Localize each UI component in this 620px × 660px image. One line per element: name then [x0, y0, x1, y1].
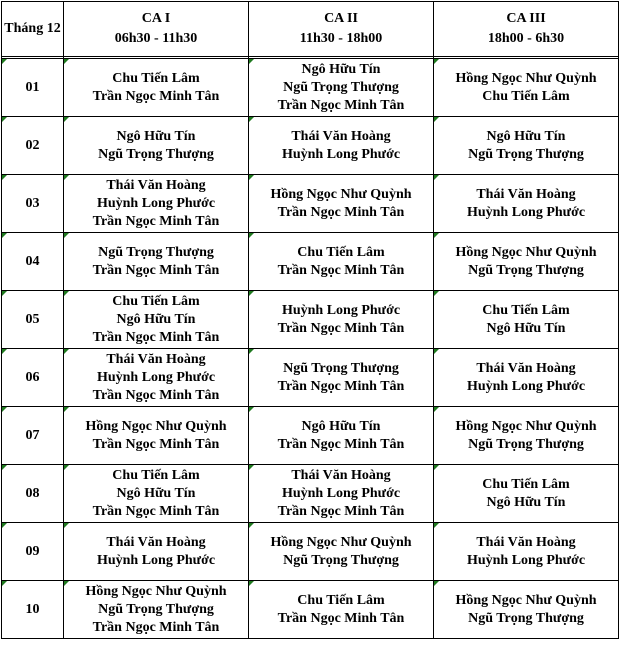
staff-name: Ngũ Trọng Thượng	[283, 552, 399, 568]
staff-name: Thái Văn Hoàng	[476, 360, 576, 376]
day-cell	[2, 407, 64, 465]
staff-name: Chu Tiến Lâm	[482, 88, 570, 104]
shift-cell	[434, 233, 619, 291]
duty-schedule-table	[1, 1, 619, 639]
shift-cell	[249, 581, 434, 639]
staff-name: Huỳnh Long Phước	[96, 552, 216, 568]
staff-name: Trần Ngọc Minh Tân	[92, 619, 220, 635]
table-row	[2, 175, 619, 233]
staff-name: Chu Tiến Lâm	[112, 293, 200, 309]
staff-name: Chu Tiến Lâm	[112, 467, 200, 483]
shift-cell	[64, 523, 249, 581]
table-row	[2, 233, 619, 291]
shift-cell	[64, 349, 249, 407]
staff-name: Hồng Ngọc Như Quỳnh	[455, 70, 597, 86]
staff-name: Hồng Ngọc Như Quỳnh	[85, 418, 227, 434]
staff-name: Ngô Hữu Tín	[301, 61, 381, 77]
shift-cell	[64, 175, 249, 233]
shift-time: 18h00 - 6h30	[487, 31, 565, 46]
staff-name: Ngũ Trọng Thượng	[283, 360, 399, 376]
table-row	[2, 581, 619, 639]
staff-name: Trần Ngọc Minh Tân	[277, 436, 405, 452]
staff-name: Ngô Hữu Tín	[486, 494, 566, 510]
staff-name: Ngô Hữu Tín	[486, 320, 566, 336]
shift-cell	[64, 407, 249, 465]
staff-name: Thái Văn Hoàng	[476, 534, 576, 550]
shift-cell	[434, 465, 619, 523]
day-cell	[2, 59, 64, 117]
day-cell	[2, 465, 64, 523]
shift-cell	[249, 175, 434, 233]
staff-name: Chu Tiến Lâm	[297, 592, 385, 608]
shift-cell	[64, 233, 249, 291]
table-row	[2, 349, 619, 407]
shift-title: CA I	[141, 11, 171, 26]
staff-name: Trần Ngọc Minh Tân	[277, 204, 405, 220]
staff-name: Chu Tiến Lâm	[482, 476, 570, 492]
shift-cell	[64, 581, 249, 639]
staff-name: Trần Ngọc Minh Tân	[277, 320, 405, 336]
staff-name: Thái Văn Hoàng	[106, 351, 206, 367]
shift-time: 11h30 - 18h00	[299, 31, 383, 46]
shift-title: CA II	[324, 11, 358, 26]
shift-cell	[434, 349, 619, 407]
staff-name: Huỳnh Long Phước	[466, 204, 586, 220]
shift-header-3	[434, 2, 619, 57]
shift-cell	[434, 291, 619, 349]
staff-name: Trần Ngọc Minh Tân	[92, 88, 220, 104]
shift-cell	[434, 117, 619, 175]
staff-name: Trần Ngọc Minh Tân	[277, 378, 405, 394]
staff-name: Chu Tiến Lâm	[112, 70, 200, 86]
staff-name: Ngũ Trọng Thượng	[98, 601, 214, 617]
staff-name: Trần Ngọc Minh Tân	[277, 610, 405, 626]
staff-name: Hồng Ngọc Như Quỳnh	[85, 583, 227, 599]
staff-name: Huỳnh Long Phước	[281, 485, 401, 501]
staff-name: Ngũ Trọng Thượng	[98, 244, 214, 260]
staff-name: Huỳnh Long Phước	[466, 552, 586, 568]
staff-name: Huỳnh Long Phước	[281, 146, 401, 162]
day-label: 03	[25, 195, 40, 211]
shift-header-2	[249, 2, 434, 57]
staff-name: Ngô Hữu Tín	[116, 128, 196, 144]
staff-name: Hồng Ngọc Như Quỳnh	[455, 418, 597, 434]
shift-cell	[249, 291, 434, 349]
day-label: 07	[25, 427, 40, 443]
day-cell	[2, 175, 64, 233]
staff-name: Thái Văn Hoàng	[106, 177, 206, 193]
staff-name: Hồng Ngọc Như Quỳnh	[455, 244, 597, 260]
staff-name: Ngô Hữu Tín	[116, 311, 196, 327]
staff-name: Chu Tiến Lâm	[482, 302, 570, 318]
shift-cell	[249, 465, 434, 523]
staff-name: Trần Ngọc Minh Tân	[92, 387, 220, 403]
shift-header-1	[64, 2, 249, 57]
table-row	[2, 117, 619, 175]
day-label: 09	[25, 543, 40, 559]
staff-name: Trần Ngọc Minh Tân	[92, 436, 220, 452]
table-row	[2, 407, 619, 465]
staff-name: Huỳnh Long Phước	[96, 195, 216, 211]
schedule-body	[2, 57, 619, 639]
staff-name: Thái Văn Hoàng	[476, 186, 576, 202]
table-row	[2, 291, 619, 349]
day-label: 05	[25, 311, 40, 327]
table-row	[2, 523, 619, 581]
staff-name: Trần Ngọc Minh Tân	[277, 262, 405, 278]
table-row	[2, 59, 619, 117]
staff-name: Hồng Ngọc Như Quỳnh	[270, 534, 412, 550]
staff-name: Trần Ngọc Minh Tân	[92, 329, 220, 345]
day-cell	[2, 233, 64, 291]
staff-name: Ngô Hữu Tín	[486, 128, 566, 144]
staff-name: Huỳnh Long Phước	[96, 369, 216, 385]
staff-name: Trần Ngọc Minh Tân	[92, 503, 220, 519]
staff-name: Huỳnh Long Phước	[281, 302, 401, 318]
shift-cell	[434, 175, 619, 233]
staff-name: Trần Ngọc Minh Tân	[92, 213, 220, 229]
shift-cell	[434, 59, 619, 117]
shift-cell	[249, 117, 434, 175]
staff-name: Hồng Ngọc Như Quỳnh	[270, 186, 412, 202]
staff-name: Huỳnh Long Phước	[466, 378, 586, 394]
staff-name: Thái Văn Hoàng	[291, 467, 391, 483]
day-label: 10	[25, 601, 40, 617]
day-cell	[2, 581, 64, 639]
day-label: 08	[25, 485, 40, 501]
shift-cell	[249, 349, 434, 407]
staff-name: Ngũ Trọng Thượng	[468, 262, 584, 278]
staff-name: Trần Ngọc Minh Tân	[277, 97, 405, 113]
staff-name: Ngũ Trọng Thượng	[98, 146, 214, 162]
table-row	[2, 465, 619, 523]
day-label: 06	[25, 369, 40, 385]
shift-cell	[64, 465, 249, 523]
shift-time: 06h30 - 11h30	[114, 31, 198, 46]
staff-name: Chu Tiến Lâm	[297, 244, 385, 260]
day-cell	[2, 349, 64, 407]
shift-cell	[64, 291, 249, 349]
day-label: 04	[25, 253, 40, 269]
shift-cell	[64, 59, 249, 117]
day-cell	[2, 523, 64, 581]
staff-name: Thái Văn Hoàng	[291, 128, 391, 144]
day-cell	[2, 291, 64, 349]
staff-name: Thái Văn Hoàng	[106, 534, 206, 550]
staff-name: Trần Ngọc Minh Tân	[92, 262, 220, 278]
header-row	[2, 2, 619, 57]
day-cell	[2, 117, 64, 175]
month-label: Tháng 12	[4, 21, 61, 36]
shift-cell	[434, 523, 619, 581]
staff-name: Ngũ Trọng Thượng	[283, 79, 399, 95]
shift-cell	[249, 233, 434, 291]
shift-cell	[434, 581, 619, 639]
day-label: 01	[25, 79, 40, 95]
shift-cell	[64, 117, 249, 175]
shift-cell	[434, 407, 619, 465]
day-label: 02	[25, 137, 40, 153]
shift-cell	[249, 407, 434, 465]
shift-cell	[249, 523, 434, 581]
staff-name: Ngũ Trọng Thượng	[468, 436, 584, 452]
shift-title: CA III	[506, 11, 546, 26]
staff-name: Ngũ Trọng Thượng	[468, 610, 584, 626]
staff-name: Trần Ngọc Minh Tân	[277, 503, 405, 519]
staff-name: Hồng Ngọc Như Quỳnh	[455, 592, 597, 608]
staff-name: Ngô Hữu Tín	[116, 485, 196, 501]
month-header	[2, 2, 64, 57]
staff-name: Ngô Hữu Tín	[301, 418, 381, 434]
staff-name: Ngũ Trọng Thượng	[468, 146, 584, 162]
shift-cell	[249, 59, 434, 117]
